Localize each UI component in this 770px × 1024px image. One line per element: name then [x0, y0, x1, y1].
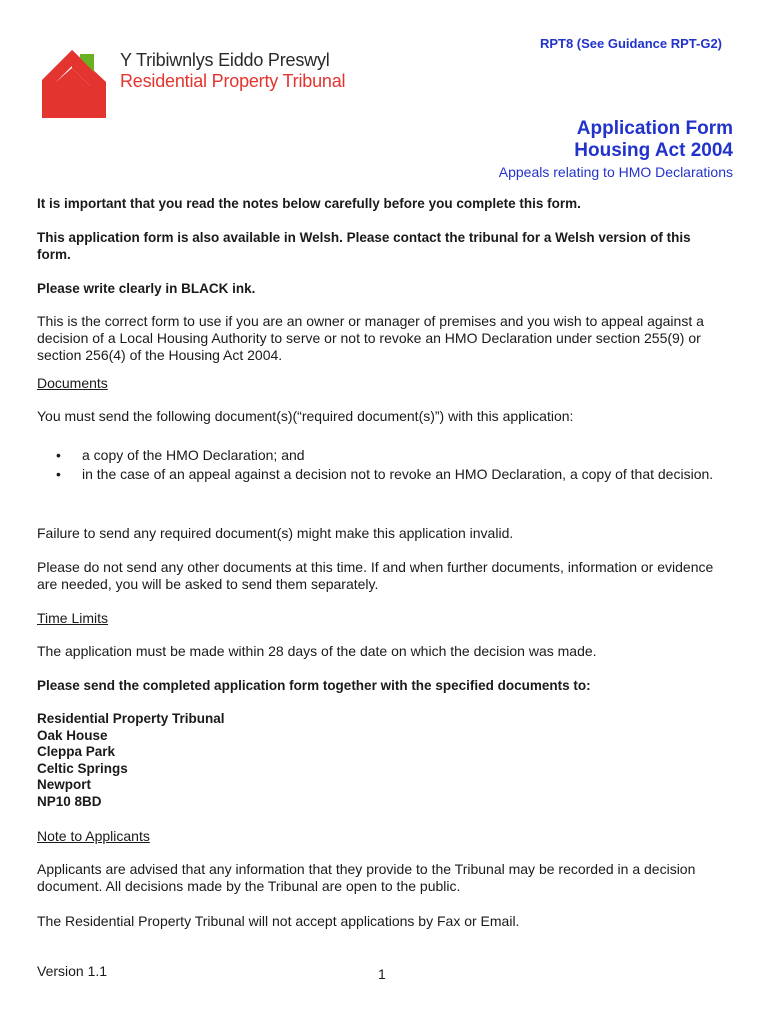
address-line: Celtic Springs — [37, 760, 128, 776]
note-heading: Note to Applicants — [37, 828, 150, 844]
tribunal-logo — [42, 46, 362, 120]
tribunal-address — [37, 711, 225, 810]
bullet-icon: • — [56, 447, 61, 463]
note-text-fax: The Residential Property Tribunal will not accept applications by Fax or Email. — [37, 913, 520, 929]
form-act: Housing Act 2004 — [574, 140, 733, 161]
page-number: 1 — [378, 966, 386, 982]
notice-welsh-version: This application form is also available in Welsh. Please contact the tribunal for a Welsh version of this form. — [37, 230, 691, 262]
form-title: Application Form — [576, 118, 733, 139]
failure-note: Failure to send any required document(s) might make this application invalid. — [37, 525, 514, 541]
note-text-record: Applicants are advised that any information that they provide to the Tribunal may be recorded in a decision document. All decisions made by the Tribunal are open to the public. — [37, 861, 696, 894]
address-line: Newport — [37, 777, 91, 792]
documents-heading: Documents — [37, 375, 108, 391]
form-subtitle: Appeals relating to HMO Declarations — [498, 164, 733, 180]
form-title-block — [499, 118, 733, 180]
intro-paragraph: This is the correct form to use if you are an owner or manager of premises and you wish to appeal against a decision of a Local Housing Authority to serve or not to revoke an HMO Declaration under section 255(9) or section 256(4) of the Housing Act 2004. — [37, 313, 704, 363]
list-item: • in the case of an appeal against a decision not to revoke an HMO Declaration, a copy of that decision. — [56, 466, 714, 482]
other-documents-note: Please do not send any other documents at this time. If and when further documents, information or evidence are needed, you will be asked to send them separately. — [37, 559, 714, 592]
address-line: Oak House — [37, 727, 108, 743]
address-line: Residential Property Tribunal — [37, 711, 225, 726]
time-limits-heading: Time Limits — [37, 610, 109, 626]
send-instruction: Please send the completed application form together with the specified documents to: — [37, 678, 591, 693]
bullet-icon: • — [56, 466, 61, 482]
house-logo-icon — [42, 46, 112, 120]
version-label: Version 1.1 — [37, 963, 108, 979]
list-item: • a copy of the HMO Declaration; and — [56, 447, 305, 463]
logo-english-name: Residential Property Tribunal — [120, 71, 346, 91]
address-line: NP10 8BD — [37, 793, 102, 809]
documents-lead: You must send the following document(s)(“required document(s)”) with this application: — [37, 408, 574, 424]
time-limits-text: The application must be made within 28 days of the date on which the decision was made. — [37, 643, 597, 659]
logo-welsh-name: Y Tribiwnlys Eiddo Preswyl — [120, 50, 330, 70]
address-line: Cleppa Park — [37, 744, 116, 759]
form-reference: RPT8 (See Guidance RPT-G2) — [539, 36, 722, 51]
notice-black-ink: Please write clearly in BLACK ink. — [37, 281, 256, 296]
notice-read-notes: It is important that you read the notes below carefully before you complete this form. — [37, 196, 581, 211]
documents-list — [56, 447, 736, 485]
